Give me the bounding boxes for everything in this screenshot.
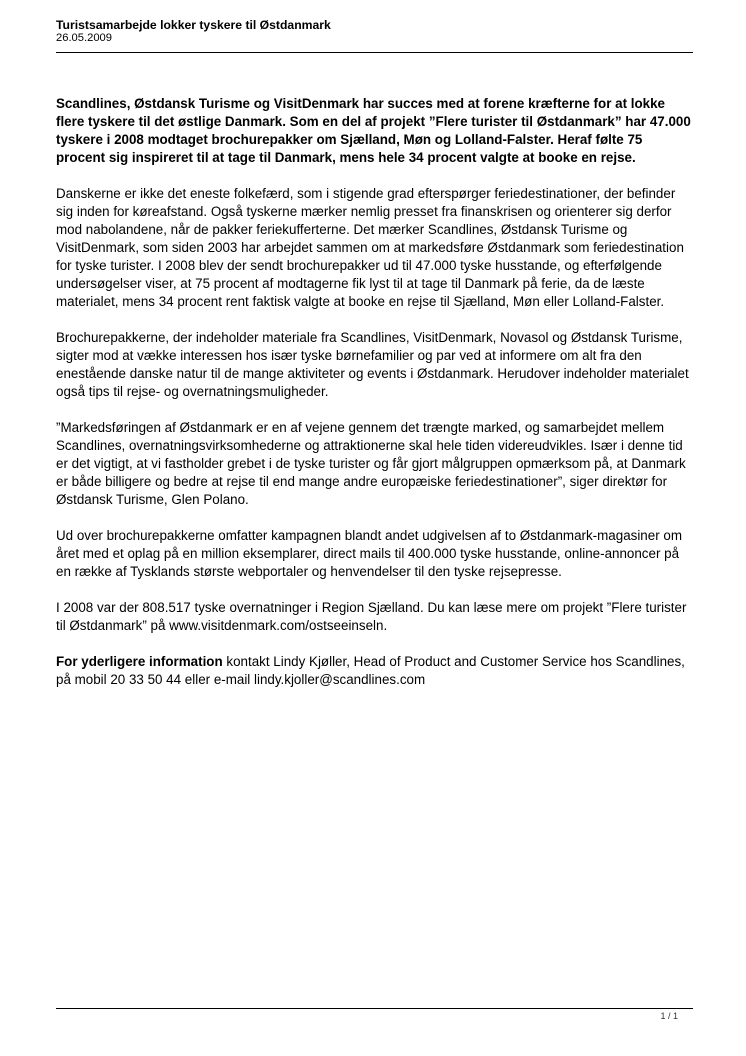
body-paragraph-3: ”Markedsføringen af Østdanmark er en af vejene gennem det trængte marked, og samarbejdet mellem Scandlines, overnatningsvirksomhederne og attraktionerne skal hele tiden videreudvikles. Især i denne tid er det vigtigt, at vi fastholder grebet i de tyske turister og får gjort målgruppen opmærksom på, at Danmark er både billigere og bedre at rejse til end mange andre europæiske feriedestinationer”, siger direktør for Østdansk Turisme, Glen Polano. [56, 420, 686, 507]
contact-text: kontakt Lindy Kjøller, Head of Product and Customer Service hos Scandlines, på mobil 20 33 50 44 eller e-mail lindy.kjoller@scandlines.com [56, 654, 685, 687]
header-divider [56, 52, 693, 53]
document-date: 26.05.2009 [56, 32, 112, 44]
body-paragraph-1: Danskerne er ikke det eneste folkefærd, som i stigende grad efterspørger feriedestinationer, der befinder sig inden for køreafstand. Også tyskerne mærker nemlig presset fra finanskrisen og orienterer sig derfor mod nabolandene, når de pakker feriekufferterne. Det mærker Scandlines, Østdansk Turisme og VisitDenmark, som siden 2003 har arbejdet sammen om at markedsføre Østdanmark som feriedestination for tyske turister. I 2008 blev der sendt brochurepakker ud til 47.000 tyske husstande, og efterfølgende undersøgelser viser, at 75 procent af modtagerne fik lyst til at tage til Danmark på ferie, da de læste materialet, mens 34 procent rent faktisk valgte at booke en rejse til Sjælland, Møn eller Lolland-Falster. [56, 186, 684, 309]
body-paragraph-4: Ud over brochurepakkerne omfatter kampagnen blandt andet udgivelsen af to Østdanmark-magasiner om året med et oplag på en million eksemplarer, direct mails til 400.000 tyske husstande, online-annoncer på en række af Tysklands største webportaler og henvendelser til den tyske rejsepresse. [56, 528, 682, 579]
contact-label: For yderligere information [56, 654, 223, 669]
lead-paragraph: Scandlines, Østdansk Turisme og VisitDenmark har succes med at forene kræfterne for at lokke flere tyskere til det østlige Danmark. Som en del af projekt ”Flere turister til Østdanmark” har 47.000 tyskere i 2008 modtaget brochurepakker om Sjælland, Møn og Lolland-Falster. Heraf følte 75 procent sig inspireret til at tage til Danmark, mens hele 34 procent valgte at booke en rejse. [56, 96, 691, 165]
document-title: Turistsamarbejde lokker tyskere til Østdanmark [56, 18, 331, 32]
body-paragraph-2: Brochurepakkerne, der indeholder materiale fra Scandlines, VisitDenmark, Novasol og Østdansk Turisme, sigter mod at vække interessen hos især tyske børnefamilier og par ved at informere om alt fra den enestående danske natur til de mange aktiviteter og events i Østdanmark. Herudover indeholder materialet også tips til rejse- og overnatningsmuligheder. [56, 330, 689, 399]
page-number: 1 / 1 [660, 1011, 678, 1021]
document-header [56, 18, 693, 45]
footer-divider [56, 1008, 693, 1009]
contact-paragraph [56, 653, 693, 689]
body-paragraph-5: I 2008 var der 808.517 tyske overnatninger i Region Sjælland. Du kan læse mere om projekt ”Flere turister til Østdanmark” på www.visitdenmark.com/ostseeinseln. [56, 600, 687, 633]
article-body [56, 95, 693, 707]
